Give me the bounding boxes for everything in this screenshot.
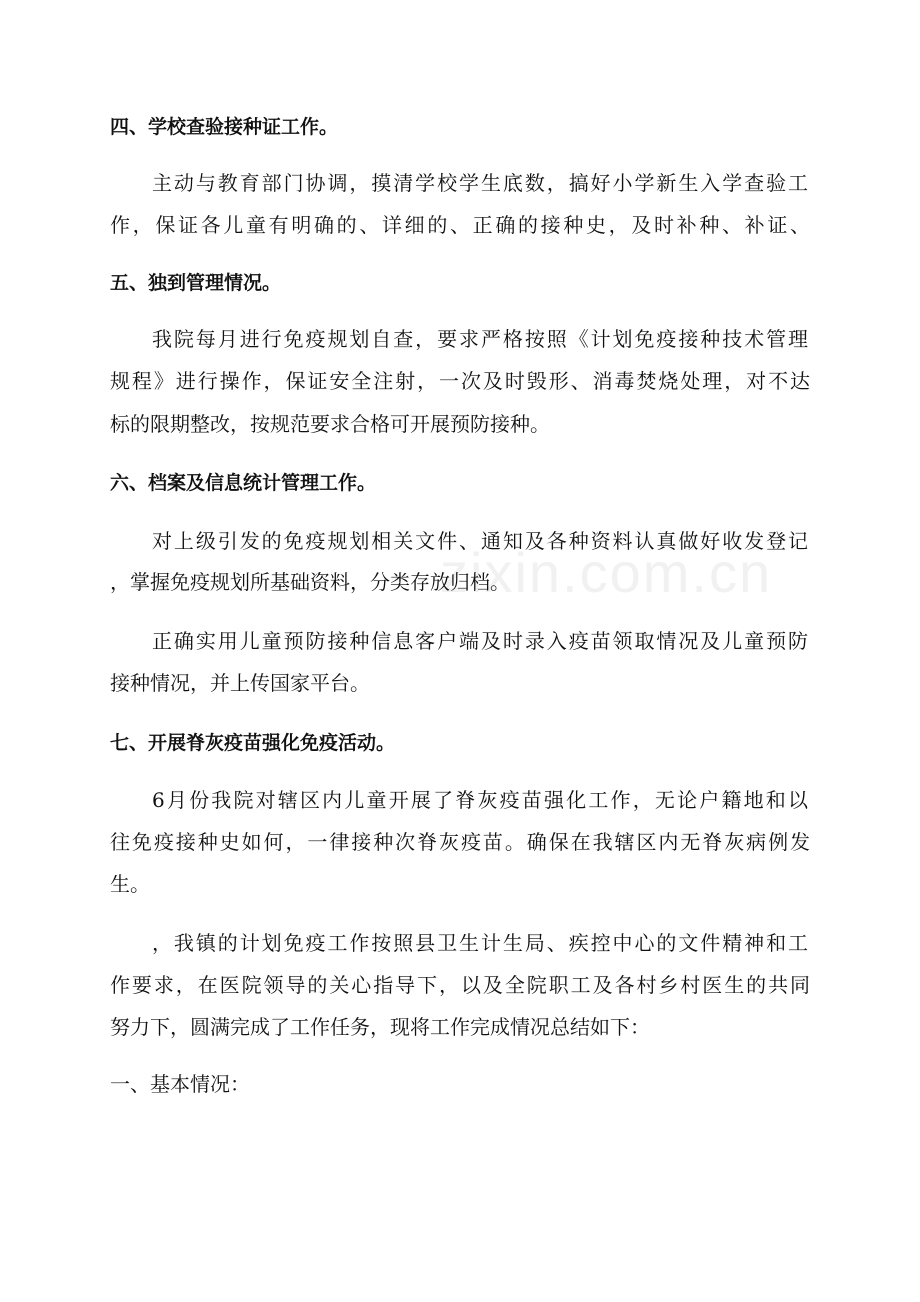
paragraph-line: 6月份我院对辖区内儿童开展了脊灰疫苗强化工作，无论户籍地和以 <box>152 788 808 812</box>
paragraph-line: ，我镇的计划免疫工作按照县卫生计生局、疾控中心的文件精神和工 <box>152 931 808 955</box>
paragraph-line: 生。 <box>110 872 150 896</box>
section-heading-4: 四、学校查验接种证工作。 <box>110 116 339 138</box>
paragraph-line: 对上级引发的免疫规划相关文件、通知及各种资料认真做好收发登记 <box>152 529 808 553</box>
paragraph-line: 接种情况，并上传国家平台。 <box>110 671 370 695</box>
paragraph-line: 标的限期整改，按规范要求合格可开展预防接种。 <box>110 412 550 436</box>
section-heading-6: 六、档案及信息统计管理工作。 <box>110 472 377 494</box>
section-heading-7: 七、开展脊灰疫苗强化免疫活动。 <box>110 732 396 754</box>
paragraph-line: 正确实用儿童预防接种信息客户端及时录入疫苗领取情况及儿童预防 <box>152 629 808 653</box>
paragraph-line: 主动与教育部门协调，摸清学校学生底数，搞好小学新生入学查验工 <box>152 171 808 195</box>
paragraph-line: ，掌握免疫规划所基础资料，分类存放归档。 <box>110 570 510 594</box>
watermark: zixin.com.cn <box>440 541 773 604</box>
paragraph-line: 规程》进行操作，保证安全注射，一次及时毁形、消毒焚烧处理，对不达 <box>110 369 810 393</box>
section-heading-5: 五、独到管理情况。 <box>110 272 282 294</box>
paragraph-line: 作要求，在医院领导的关心指导下，以及全院职工及各村乡村医生的共同 <box>110 973 810 997</box>
paragraph-line: 往免疫接种史如何，一律接种次脊灰疫苗。确保在我辖区内无脊灰病例发 <box>110 830 810 854</box>
paragraph-line: 作，保证各儿童有明确的、详细的、正确的接种史，及时补种、补证、 <box>110 213 810 237</box>
section-heading-1: 一、基本情况： <box>110 1072 250 1096</box>
paragraph-line: 努力下，圆满完成了工作任务，现将工作完成情况总结如下： <box>110 1015 650 1039</box>
paragraph-line: 我院每月进行免疫规划自查，要求严格按照《计划免疫接种技术管理 <box>152 327 808 351</box>
